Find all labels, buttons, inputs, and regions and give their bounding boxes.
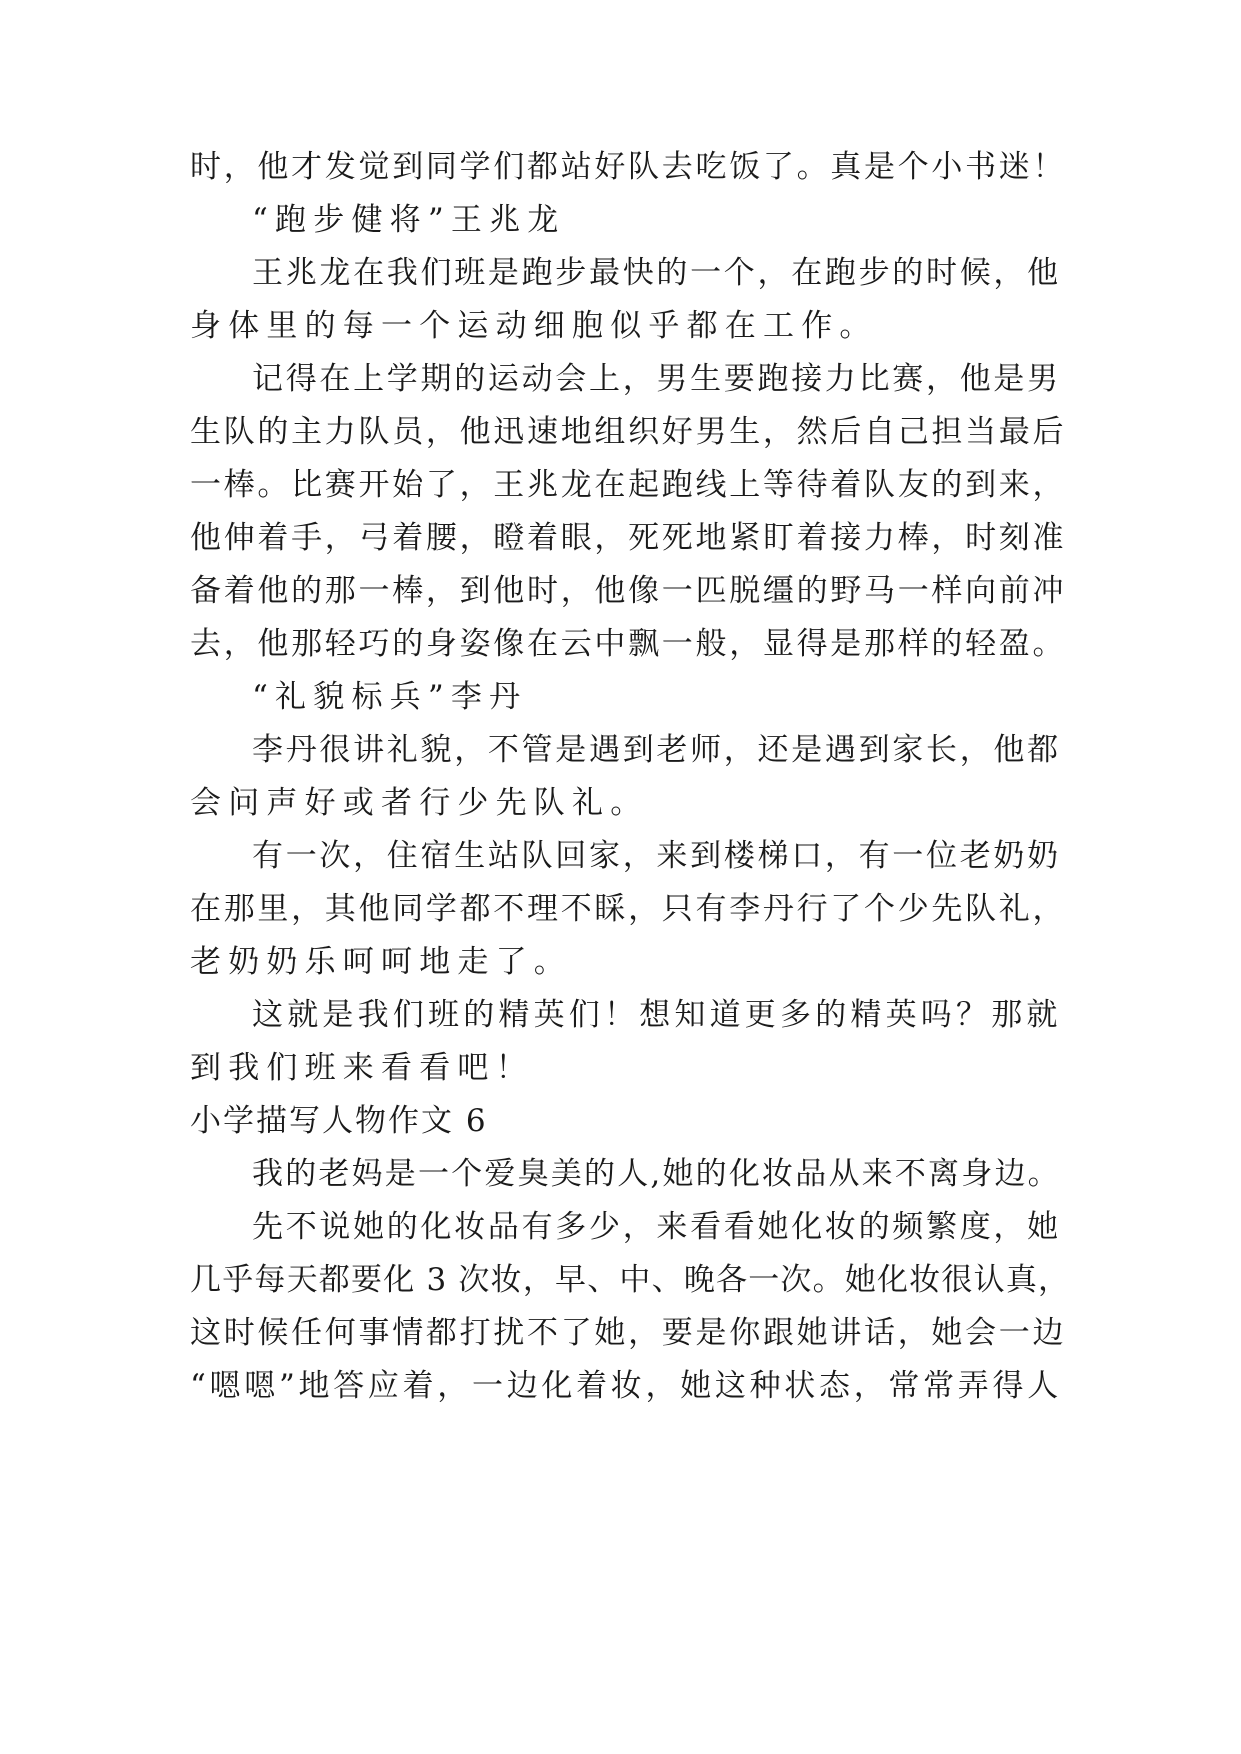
paragraph-line: 我的老妈是一个爱臭美的人,她的化妆品从来不离身边。 xyxy=(252,1156,1061,1192)
paragraph-line: 李丹很讲礼貌，不管是遇到老师，还是遇到家长，他都 xyxy=(252,732,1061,768)
paragraph-line: 备着他的那一棒，到他时，他像一匹脱缰的野马一样向前冲 xyxy=(190,573,1067,609)
paragraph-line: 在那里，其他同学都不理不睬，只有李丹行了个少先队礼， xyxy=(190,891,1067,927)
paragraph-line: 这时候任何事情都打扰不了她，要是你跟她讲话，她会一边 xyxy=(190,1315,1067,1351)
section-heading: “跑步健将”王兆龙 xyxy=(252,202,566,238)
paragraph-line: 老奶奶乐呵呵地走了。 xyxy=(190,944,572,980)
paragraph-line: 身体里的每一个运动细胞似乎都在工作。 xyxy=(190,308,878,344)
paragraph-line: 先不说她的化妆品有多少，来看看她化妆的频繁度，她 xyxy=(252,1209,1061,1245)
paragraph-line: 去，他那轻巧的身姿像在云中飘一般，显得是那样的轻盈。 xyxy=(190,626,1067,662)
paragraph-line: 到我们班来看看吧！ xyxy=(190,1050,534,1086)
paragraph-line: “嗯嗯”地答应着，一边化着妆，她这种状态，常常弄得人 xyxy=(190,1368,1062,1404)
paragraph-line: 有一次，住宿生站队回家，来到楼梯口，有一位老奶奶 xyxy=(252,838,1061,874)
paragraph-line: 一棒。比赛开始了，王兆龙在起跑线上等待着队友的到来， xyxy=(190,467,1067,503)
paragraph-line: 记得在上学期的运动会上，男生要跑接力比赛，他是男 xyxy=(252,361,1061,397)
paragraph-line: 他伸着手，弓着腰，瞪着眼，死死地紧盯着接力棒，时刻准 xyxy=(190,520,1067,556)
section-heading: “礼貌标兵”李丹 xyxy=(252,679,528,715)
essay-title: 小学描写人物作文 6 xyxy=(190,1103,488,1139)
paragraph-line: 几乎每天都要化 3 次妆，早、中、晚各一次。她化妆很认真， xyxy=(190,1262,1071,1298)
paragraph-line: 王兆龙在我们班是跑步最快的一个，在跑步的时候，他 xyxy=(252,255,1061,291)
paragraph-line: 生队的主力队员，他迅速地组织好男生，然后自己担当最后 xyxy=(190,414,1067,450)
paragraph-line: 会问声好或者行少先队礼。 xyxy=(190,785,649,821)
paragraph-line: 这就是我们班的精英们！想知道更多的精英吗？那就 xyxy=(252,997,1062,1033)
paragraph-line: 时，他才发觉到同学们都站好队去吃饭了。真是个小书迷！ xyxy=(190,149,1067,185)
